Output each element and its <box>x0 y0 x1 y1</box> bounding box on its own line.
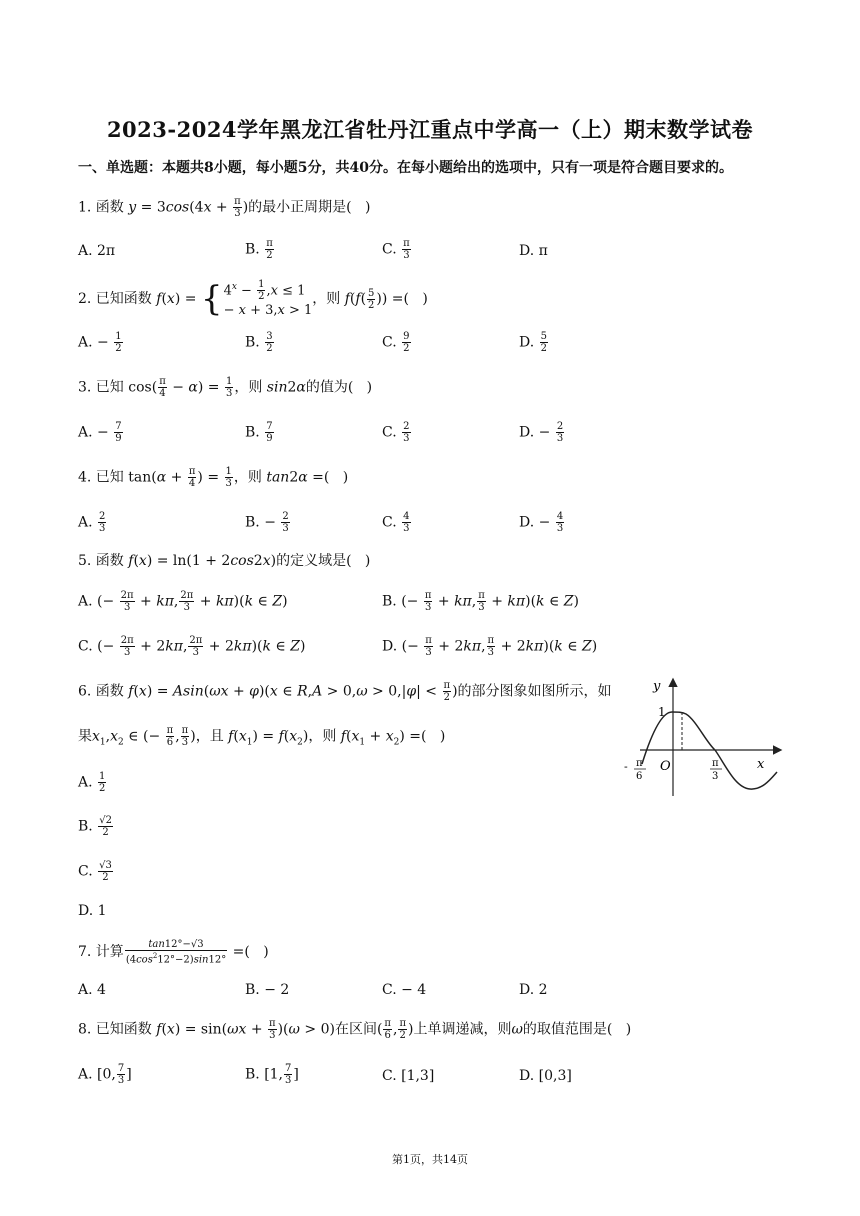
q5-option-a[interactable]: A. (− $\frac{2\pi}{3}$ + kπ, $\frac{2\pi}{3}$ + kπ)(k ∈ Z) <box>78 590 288 613</box>
question-4: 4. 已知 tan(α + $\frac{\pi}{4}$ ) = $\frac{1}{3}$ ，则 tan2α =( ) <box>78 466 349 489</box>
q8-option-d[interactable]: D. [0,3] <box>519 1068 572 1084</box>
left-numerator: π <box>636 758 643 769</box>
q7-option-c[interactable]: C. − 4 <box>382 982 427 998</box>
q7-option-b[interactable]: B. − 2 <box>245 982 290 998</box>
page-title: 2023-2024学年黑龙江省牡丹江重点中学高一（上）期末数学试卷 <box>106 117 754 142</box>
q7-option-d[interactable]: D. 2 <box>519 982 548 998</box>
q1-option-b[interactable]: B. $\frac{\pi}{2}$ <box>245 238 273 261</box>
q8-option-c[interactable]: C. [1,3] <box>382 1068 435 1084</box>
y-label: y <box>653 679 661 694</box>
q6-option-a[interactable]: A. $\frac{1}{2}$ <box>78 771 106 794</box>
question-3: 3. 已知 cos( $\frac{\pi}{4}$ − α) = $\frac{1}{3}$ ，则 sin2α的值为( ) <box>78 376 373 399</box>
q6-sine-graph <box>622 672 787 800</box>
origin-label: O <box>660 759 671 774</box>
q2-option-a[interactable]: A. − $\frac{1}{2}$ <box>78 331 122 354</box>
q4-option-a[interactable]: A. $\frac{2}{3}$ <box>78 511 106 534</box>
q3-option-a[interactable]: A. − $\frac{7}{9}$ <box>78 421 122 444</box>
q5-option-b[interactable]: B. (− $\frac{\pi}{3}$ + kπ, $\frac{\pi}{3}$ + kπ)(k ∈ Z) <box>382 590 579 613</box>
q6-option-c[interactable]: C. $\frac{√3}{2}$ <box>78 860 112 883</box>
q2-option-d[interactable]: D. $\frac{5}{2}$ <box>519 331 548 354</box>
q4-option-d[interactable]: D. − $\frac{4}{3}$ <box>519 511 564 534</box>
q4-option-c[interactable]: C. $\frac{4}{3}$ <box>382 511 410 534</box>
page-footer: 第1页，共14页 <box>392 1153 468 1166</box>
q3-option-b[interactable]: B. $\frac{7}{9}$ <box>245 421 273 444</box>
question-2: 2. 已知函数 f(x) = { $4^x$ − $\frac{1}{2}$ ,x ≤ 1 − x + 3,x > 1 ，则 f(f( $\frac{5}{2}$ )) =( ) <box>78 279 428 320</box>
question-5: 5. 函数 f(x) = ln(1 + 2cos2x)的定义域是( ) <box>78 553 371 569</box>
q1-option-d[interactable]: D. π <box>519 243 548 259</box>
q6-option-d[interactable]: D. 1 <box>78 903 107 919</box>
left-minus-sign: - <box>624 760 628 773</box>
question-1: 1. 函数 y = 3cos(4x + $\frac{\pi}{3}$ )的最小正周期是( ) <box>78 196 371 219</box>
q7-option-a[interactable]: A. 4 <box>78 982 106 998</box>
section-heading: 一、单选题：本题共8小题，每小题5分，共40分。在每小题给出的选项中，只有一项是符合题目要求的。 <box>78 160 733 176</box>
question-6-line-2: 果$x_1,x_2$ ∈ (− $\frac{\pi}{6}$ , $\frac{\pi}{3}$ )，且 $f(x_1) = f(x_2)$，则 $f(x_1 + x_2)$ =( ) <box>78 725 446 748</box>
q8-option-a[interactable]: A. [0, $\frac{7}{3}$ ] <box>78 1063 132 1086</box>
left-denominator: 6 <box>636 771 643 782</box>
q3-option-d[interactable]: D. − $\frac{2}{3}$ <box>519 421 564 444</box>
q8-option-b[interactable]: B. [1, $\frac{7}{3}$ ] <box>245 1063 299 1086</box>
q4-option-b[interactable]: B. − $\frac{2}{3}$ <box>245 511 289 534</box>
q6-option-b[interactable]: B. $\frac{√2}{2}$ <box>78 815 112 838</box>
question-7: 7. 计算 $\frac{\tan 12^\circ-√3}{(4\cos^212^\circ-2)\sin 12^\circ}$ =( ) <box>78 939 269 966</box>
peak-label: 1 <box>658 705 666 719</box>
right-denominator: 3 <box>712 771 719 782</box>
x-label: x <box>757 757 765 772</box>
q3-option-c[interactable]: C. $\frac{2}{3}$ <box>382 421 410 444</box>
right-numerator: π <box>712 758 719 769</box>
question-6-line-1: 6. 函数 f(x) = Asin(ωx + φ)(x ∈ R,A > 0,ω > 0,|φ| < $\frac{\pi}{2}$ )的部分图象如图所示，如 <box>78 680 612 703</box>
q2-option-c[interactable]: C. $\frac{9}{2}$ <box>382 331 410 354</box>
question-8: 8. 已知函数 f(x) = sin(ωx + $\frac{\pi}{3}$ )(ω > 0)在区间( $\frac{\pi}{6}$ , $\frac{\pi}{2}$ )上单调递减，则ω的取值范围是( ) <box>78 1018 632 1041</box>
q1-option-a[interactable]: A. 2π <box>78 243 116 259</box>
q1-option-c[interactable]: C. $\frac{\pi}{3}$ <box>382 238 410 261</box>
q5-option-d[interactable]: D. (− $\frac{\pi}{3}$ + 2kπ, $\frac{\pi}{3}$ + 2kπ)(k ∈ Z) <box>382 635 598 658</box>
q5-option-c[interactable]: C. (− $\frac{2\pi}{3}$ + 2kπ, $\frac{2\pi}{3}$ + 2kπ)(k ∈ Z) <box>78 635 306 658</box>
q2-option-b[interactable]: B. $\frac{3}{2}$ <box>245 331 273 354</box>
question-number: 1. <box>78 199 92 216</box>
